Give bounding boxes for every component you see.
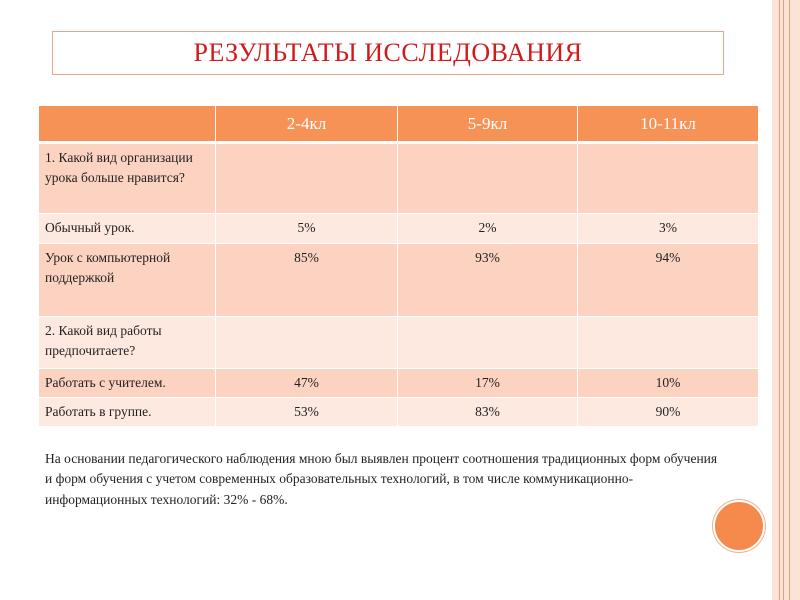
header-cell-grade-10-11: 10-11кл bbox=[578, 106, 759, 143]
row-label: 1. Какой вид организации урока больше нравится? bbox=[39, 143, 216, 214]
table-row bbox=[39, 214, 759, 244]
cell-value bbox=[398, 317, 578, 369]
title-box bbox=[52, 31, 724, 75]
row-label: Работать в группе. bbox=[39, 397, 216, 426]
table-row bbox=[39, 369, 759, 398]
cell-value: 10% bbox=[578, 369, 759, 398]
cell-value: 85% bbox=[216, 244, 398, 317]
header-cell-grade-2-4: 2-4кл bbox=[216, 106, 398, 143]
cell-value: 3% bbox=[578, 214, 759, 244]
header-cell-grade-5-9: 5-9кл bbox=[398, 106, 578, 143]
cell-value: 17% bbox=[398, 369, 578, 398]
cell-value: 83% bbox=[398, 397, 578, 426]
cell-value: 90% bbox=[578, 397, 759, 426]
decorative-circle bbox=[713, 500, 765, 552]
table-row bbox=[39, 244, 759, 317]
row-label: Урок с компьютерной поддержкой bbox=[39, 244, 216, 317]
decorative-line bbox=[783, 0, 784, 600]
header-cell-empty bbox=[39, 106, 216, 143]
cell-value bbox=[578, 143, 759, 214]
page-title: РЕЗУЛЬТАТЫ ИССЛЕДОВАНИЯ bbox=[193, 38, 583, 67]
decorative-line bbox=[789, 0, 790, 600]
cell-value: 5% bbox=[216, 214, 398, 244]
table-row bbox=[39, 317, 759, 369]
results-table bbox=[38, 106, 759, 427]
table-row bbox=[39, 397, 759, 426]
decorative-line bbox=[779, 0, 780, 600]
table-row bbox=[39, 143, 759, 214]
cell-value bbox=[398, 143, 578, 214]
table-header-row bbox=[39, 106, 759, 143]
cell-value bbox=[578, 317, 759, 369]
row-label: Работать с учителем. bbox=[39, 369, 216, 398]
cell-value: 2% bbox=[398, 214, 578, 244]
conclusion-paragraph: На основании педагогического наблюдения мною был выявлен процент соотношения традиционных форм обучения и форм обучения с учетом современных образовательных технологий, в том числе коммуникационно-информационных технологий: 32% - 68%. bbox=[45, 451, 718, 507]
results-table-wrap bbox=[38, 106, 758, 427]
cell-value bbox=[216, 143, 398, 214]
cell-value: 47% bbox=[216, 369, 398, 398]
cell-value: 53% bbox=[216, 397, 398, 426]
decorative-side-band bbox=[772, 0, 800, 600]
row-label: 2. Какой вид работы предпочитаете? bbox=[39, 317, 216, 369]
cell-value bbox=[216, 317, 398, 369]
row-label: Обычный урок. bbox=[39, 214, 216, 244]
cell-value: 93% bbox=[398, 244, 578, 317]
cell-value: 94% bbox=[578, 244, 759, 317]
